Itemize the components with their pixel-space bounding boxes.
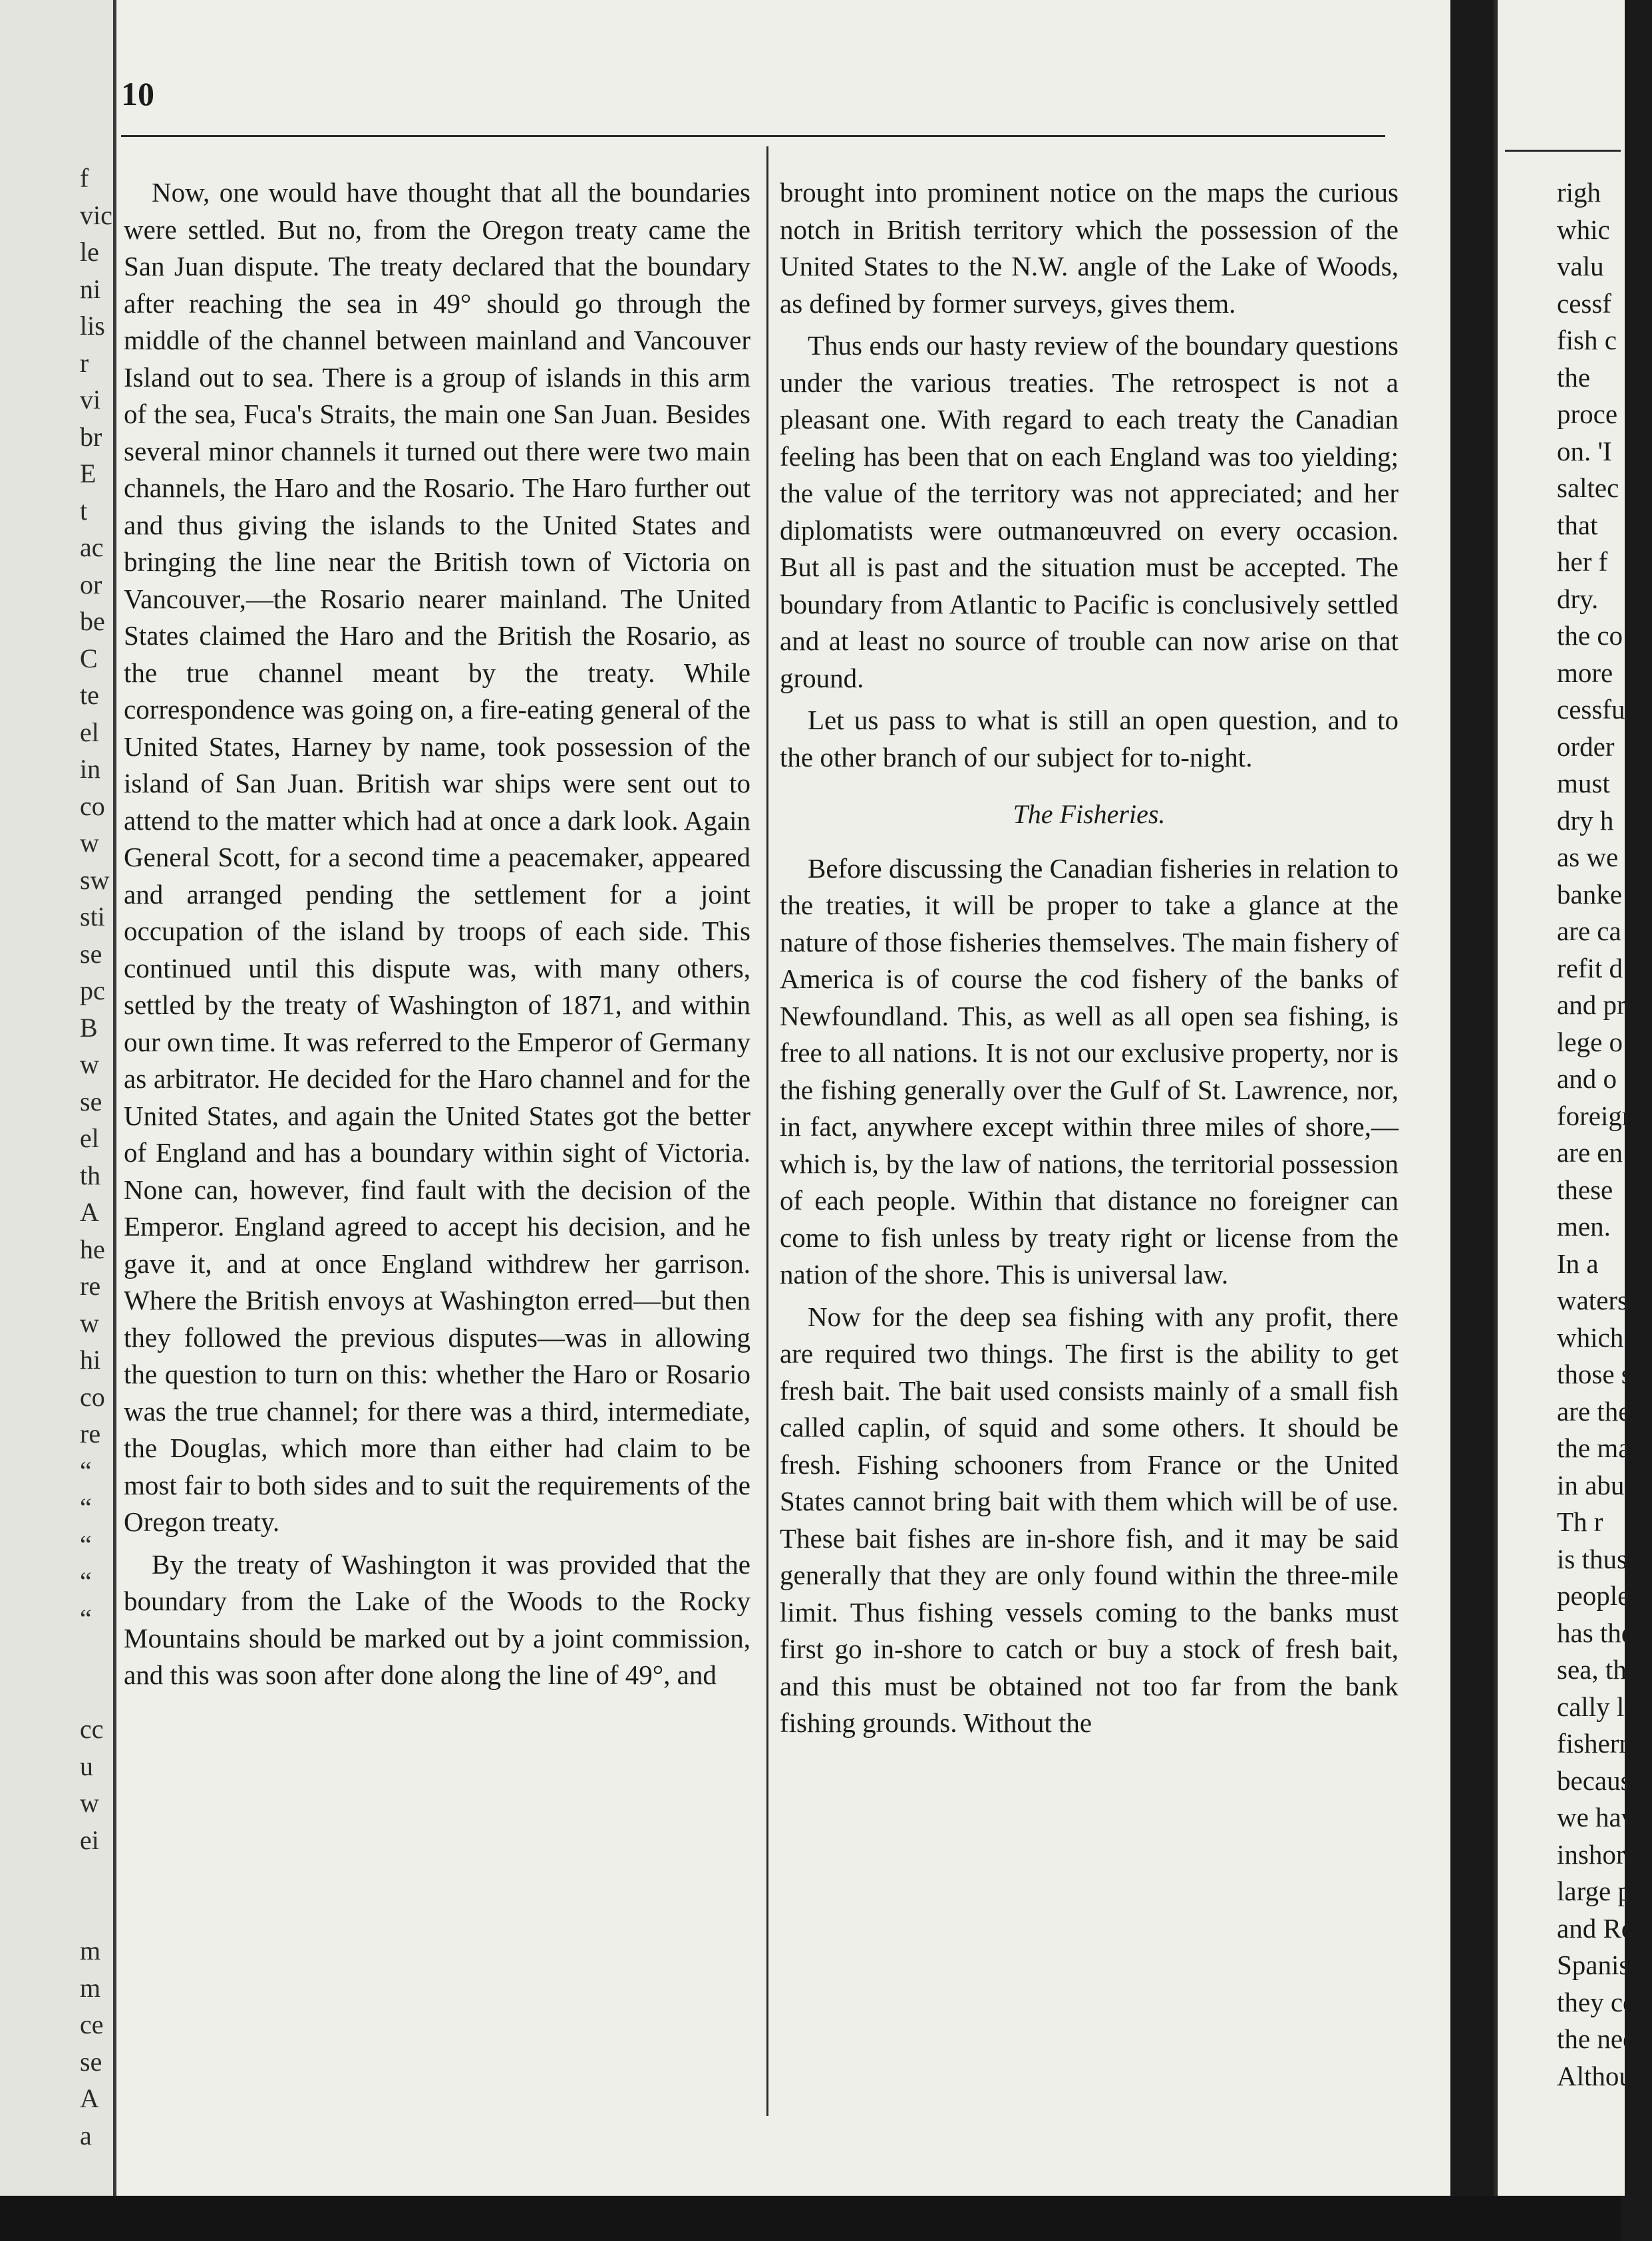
paragraph-continuation: brought into prominent notice on the maps the curious notch in British territory which the possession of the United States to the N.W. angle of the Lake of Woods, as defined by former surveys, gives them. [780, 177, 1399, 319]
edge-text-fragment: ce [80, 2009, 104, 2039]
edge-text-fragment: or [80, 569, 102, 600]
edge-text-fragment: has the [1557, 1617, 1633, 1648]
edge-text-fragment: saltec [1557, 472, 1619, 503]
edge-text-fragment: B [80, 1012, 98, 1043]
edge-text-fragment: a [80, 2120, 92, 2151]
edge-text-fragment: the co [1557, 620, 1623, 651]
edge-text-fragment: th [80, 1160, 101, 1190]
edge-text-fragment: In a [1557, 1248, 1599, 1279]
edge-text-fragment: foreigr [1557, 1100, 1631, 1131]
edge-text-fragment [80, 1858, 113, 1896]
edge-text-fragment: fisherme [1557, 1728, 1652, 1759]
edge-text-fragment: vi [80, 385, 101, 415]
paragraph: Before discussing the Canadian fisheries in relation to the treaties, it will be proper to take a glance at the nature of those fisheries themselves. The main fishery of America is of course the cod fishery of the banks of Newfoundland. This, as well as all open sea fishing, is free to all nations. It is not our exclusive property, nor is the fishing generally over the Gulf of St. Lawrence, nor, in fact, anywhere except within three miles of shore,—which is, by the law of nations, the territorial possession of each people. Within that distance no foreigner can come to fish unless by treaty right or license from the nation of the shore. This is universal law. [780, 852, 1399, 1290]
edge-text-fragment: “ [80, 1529, 92, 1560]
edge-text-fragment: righ [1557, 177, 1601, 208]
edge-text-fragment: because [1557, 1765, 1643, 1796]
edge-text-fragment: Th r [1557, 1506, 1603, 1537]
edge-text-fragment: on. 'I [1557, 435, 1612, 466]
edge-text-fragment: in [80, 754, 101, 784]
edge-text-fragment: t [80, 495, 88, 526]
edge-text-fragment: they cou [1557, 1986, 1651, 2017]
edge-text-fragment: sea, the [1557, 1654, 1639, 1685]
edge-text-fragment: the ma [1557, 1433, 1631, 1463]
edge-text-fragment: that [1557, 509, 1598, 540]
edge-text-fragment [80, 1896, 113, 1933]
header-rule [121, 135, 1385, 137]
edge-text-fragment: se [80, 938, 102, 969]
edge-text-fragment: hi [80, 1345, 101, 1375]
edge-text-fragment: waters [1557, 1285, 1629, 1315]
edge-text-fragment: A [80, 2083, 99, 2113]
paragraph: By the treaty of Washington it was provided that the boundary from the Lake of the Woods to the Rocky Mountains should be marked out by a joint commission, and this was soon after done along the line of 49°, and [124, 1548, 750, 1690]
edge-text-fragment: vic [80, 200, 112, 230]
edge-text-fragment: el [80, 717, 99, 747]
edge-text-fragment: re [80, 1419, 101, 1449]
edge-text-fragment: pc [80, 975, 105, 1005]
edge-text-fragment: se [80, 2046, 102, 2077]
paragraph: Let us pass to what is still an open question, and to the other branch of our subject for to-night. [780, 705, 1399, 773]
paragraph: Now, one would have thought that all the boundaries were settled. But no, from the Oregon treaty came the San Juan dispute. The treaty declared that the boundary after reaching the sea in 49° should go through the middle of the channel between mainland and Vancouver Island out to sea. There is a group of islands in this arm of the sea, Fuca's Straits, the main one San Juan. Besides several minor channels it turned out there were two main channels, the Haro and the Rosario. The Haro further out and thus giving the islands to the United States and bringing the line near the British town of Victoria on Vancouver,—the Rosario nearer mainland. The United States claimed the Haro and the British the Rosario, as the true channel meant by the treaty. While correspondence was going on, a fire-eating general of the United States, Harney by name, took possession of the island of San Juan. British war ships were sent out to attend to the matter which had at once a dark look. Again General Scott, for a second time a peacemaker, appeared and arranged pending the settlement for a joint occupation of the island by troops of each side. This continued until this dispute was, with many others, settled by the treaty of Washington of 1871, and within our own time. It was referred to the Emperor of Germany as arbitrator. He decided for the Haro channel and for the United States, and again the United States got the better of England and has a boundary within sight of Victoria. None can, however, find fault with the decision of the Emperor. England agreed to accept his decision, and he gave it, and at once England withdrew her garrison. Where the British envoys at Washington erred—but then they followed the previous disputes—was in allowing the question to turn on this: whether the Haro or Rosario was the true channel; for there was a third, intermediate, the Douglas, which more than either had claim to be most fair to both sides and to suit the requirements of the Oregon treaty. [124, 177, 750, 1537]
right-column [780, 174, 1399, 1747]
scan-border [0, 2196, 1621, 2241]
edge-text-fragment: r [80, 347, 89, 378]
edge-text-fragment: ei [80, 1824, 99, 1855]
edge-text-fragment: must [1557, 768, 1610, 798]
edge-text-fragment: w [80, 1307, 99, 1338]
edge-text-fragment: cessf [1557, 287, 1611, 319]
edge-text-fragment: ac [80, 532, 104, 562]
edge-text-fragment: the [1557, 361, 1591, 393]
edge-text-fragment: refit d [1557, 952, 1623, 983]
edge-text-fragment: her f [1557, 546, 1608, 577]
edge-text-fragment: valu [1557, 251, 1604, 281]
edge-text-fragment: inshore [1557, 1838, 1637, 1870]
edge-text-fragment: are the [1557, 1395, 1631, 1427]
edge-text-fragment: in abur [1557, 1469, 1633, 1500]
edge-text-fragment: A [80, 1197, 99, 1227]
edge-text-fragment: and pr [1557, 989, 1626, 1020]
edge-text-fragment: cally lin [1557, 1691, 1646, 1722]
adjacent-page-text [1557, 174, 1652, 2095]
edge-text-fragment: br [80, 421, 102, 452]
left-column [124, 174, 750, 1699]
edge-text-fragment [80, 1637, 113, 1674]
edge-text-fragment: and Ro [1557, 1912, 1635, 1944]
edge-text-fragment: “ [80, 1566, 92, 1596]
paragraph: Now for the deep sea fishing with any profit, there are required two things. The first is the ability to get fresh bait. The bait used consists mainly of a small fish called caplin, of squid and some others. It should be fresh. Fishing schooners from France or the United States cannot bring bait with them which will be of use. These bait fishes are in-shore fish, and it may be said generally that they are only found within the three-mile limit. Thus fishing vessels coming to the banks must first go in-shore to catch or buy a stock of fresh bait, and this must be obtained not too far from the bank fishing grounds. Without the [780, 1301, 1399, 1738]
edge-text-fragment: dry h [1557, 804, 1614, 836]
edge-text-fragment: he [80, 1234, 105, 1264]
edge-text-fragment [80, 1674, 113, 1711]
page-number: 10 [121, 75, 154, 112]
edge-text-fragment: le [80, 237, 99, 267]
edge-text-fragment: we have [1557, 1802, 1647, 1832]
edge-text-fragment: cc [80, 1714, 104, 1744]
edge-text-fragment: co [80, 790, 105, 821]
edge-text-fragment: m [80, 1972, 101, 2003]
edge-text-fragment: Althou [1557, 2060, 1633, 2091]
edge-text-fragment: lis [80, 311, 105, 341]
edge-text-fragment: el [80, 1123, 99, 1153]
edge-text-fragment: are ca [1557, 916, 1621, 946]
edge-text-fragment: w [80, 828, 99, 858]
edge-text-fragment: “ [80, 1492, 92, 1522]
edge-text-fragment: Spanish [1557, 1950, 1643, 1980]
paragraph: Thus ends our hasty review of the boundary questions under the various treaties. The retrospect is not a pleasant one. With regard to each treaty the Canadian feeling has been that on each England was too yielding; the value of the territory was not appreciated; and her diplomatists were outmanœuvred on every occasion. But all is past and the situation must be accepted. The boundary from Atlantic to Pacific is conclusively settled and at least no source of trouble can now arise on that ground. [780, 330, 1399, 693]
edge-text-fragment: C [80, 643, 98, 673]
edge-text-fragment: proce [1557, 399, 1618, 429]
edge-text-fragment: u [80, 1751, 93, 1781]
edge-text-fragment: m [80, 1936, 101, 1966]
edge-text-fragment: f [80, 163, 89, 193]
edge-text-fragment: these [1557, 1174, 1613, 1205]
edge-text-fragment: ni [80, 273, 101, 304]
edge-text-fragment: se [80, 1086, 102, 1117]
edge-text-fragment: lege o [1557, 1026, 1623, 1057]
edge-text-fragment: cessfu [1557, 694, 1625, 725]
edge-text-fragment: men. [1557, 1211, 1611, 1242]
edge-text-fragment: re [80, 1271, 101, 1301]
edge-text-fragment: the need [1557, 2023, 1649, 2054]
edge-text-fragment: “ [80, 1455, 92, 1486]
edge-text-fragment: which [1557, 1321, 1624, 1353]
edge-text-fragment: co [80, 1381, 105, 1412]
edge-text-fragment: more [1557, 657, 1613, 688]
left-binding-margin [0, 0, 116, 2196]
edge-text-fragment: whic [1557, 214, 1610, 245]
edge-text-fragment: are en [1557, 1137, 1623, 1168]
edge-text-fragment: fish c [1557, 325, 1617, 355]
edge-text-fragment: “ [80, 1603, 92, 1634]
edge-text-fragment: w [80, 1788, 99, 1818]
edge-text-fragment: and o [1557, 1063, 1617, 1094]
edge-text-fragment: sw [80, 864, 110, 895]
adjacent-page-rule [1505, 150, 1621, 152]
previous-page-edge-text [80, 160, 113, 2154]
edge-text-fragment: those s [1557, 1359, 1632, 1389]
edge-text-fragment: is thus i [1557, 1543, 1642, 1574]
section-heading: The Fisheries. [1013, 799, 1166, 829]
edge-text-fragment: te [80, 680, 99, 710]
edge-text-fragment: sti [80, 902, 105, 932]
edge-text-fragment: dry. [1557, 583, 1599, 614]
edge-text-fragment: as we [1557, 842, 1619, 872]
edge-text-fragment: be [80, 606, 105, 636]
edge-text-fragment: people c [1557, 1580, 1649, 1611]
edge-text-fragment: large pa [1557, 1876, 1644, 1906]
edge-text-fragment: banke [1557, 878, 1622, 910]
edge-text-fragment: w [80, 1049, 99, 1079]
edge-text-fragment: order [1557, 731, 1615, 762]
edge-text-fragment: E [80, 458, 96, 488]
column-divider [766, 146, 768, 2116]
